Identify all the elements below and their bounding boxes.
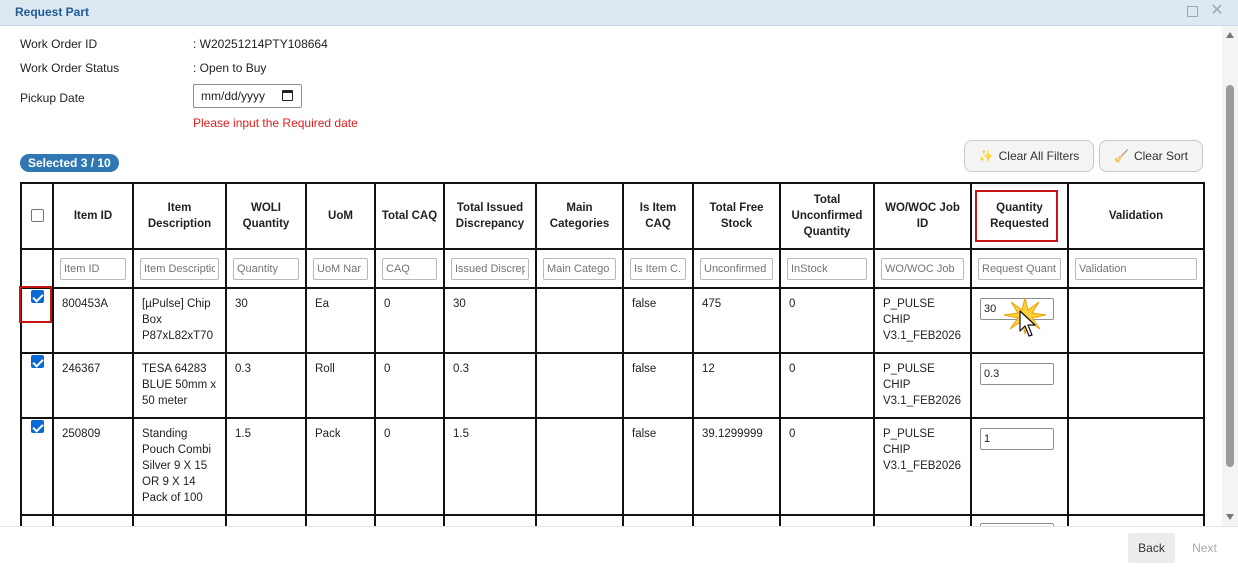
dialog-content (0, 26, 1222, 526)
partial-cell (21, 515, 53, 526)
parts-table (20, 182, 1205, 526)
select-all-cell (21, 183, 53, 249)
header-woli-quantity[interactable]: WOLI Quantity (226, 183, 306, 249)
cell-item-id: 800453A (53, 288, 133, 353)
cell-is-item-caq: false (623, 353, 693, 418)
filter-quantity-requested[interactable] (978, 258, 1061, 280)
select-all-checkbox[interactable] (31, 209, 44, 222)
scroll-up-arrow-icon[interactable] (1226, 32, 1234, 38)
filter-validation[interactable] (1075, 258, 1197, 280)
pickup-date-error: Please input the Required date (193, 116, 358, 130)
maximize-icon[interactable] (1185, 4, 1199, 18)
header-quantity-requested[interactable]: Quantity Requested (971, 183, 1068, 249)
calendar-icon[interactable] (282, 90, 293, 101)
header-uom[interactable]: UoM (306, 183, 375, 249)
cell-total-caq: 0 (375, 418, 444, 515)
header-total-issued-discrepancy[interactable]: Total Issued Discrepancy (444, 183, 536, 249)
cell-is-item-caq: false (623, 418, 693, 515)
cell-is-item-caq: false (623, 288, 693, 353)
table-row[interactable] (21, 418, 1204, 515)
next-button[interactable]: Next (1192, 541, 1217, 555)
cell-main-categories (536, 418, 623, 515)
header-main-categories[interactable]: Main Categories (536, 183, 623, 249)
row-checkbox[interactable] (31, 290, 44, 303)
back-button[interactable]: Back (1128, 533, 1175, 563)
table-header-row (21, 183, 1204, 249)
cell-woli-quantity: 30 (226, 288, 306, 353)
cell-uom: Ea (306, 288, 375, 353)
header-total-caq[interactable]: Total CAQ (375, 183, 444, 249)
filter-uom[interactable] (313, 258, 368, 280)
filter-job-id[interactable] (881, 258, 964, 280)
filter-item-id[interactable] (60, 258, 126, 280)
header-item-description[interactable]: Item Description (133, 183, 226, 249)
cell-quantity-requested (971, 515, 1068, 526)
cell-unconfirmed-quantity: 0 (780, 418, 874, 515)
cell-item-id: 246367 (53, 353, 133, 418)
cell-quantity-requested (971, 418, 1068, 515)
dialog-titlebar (0, 0, 1238, 26)
pickup-date-placeholder: mm/dd/yyyy (201, 89, 266, 103)
close-icon[interactable]: ✕ (1210, 2, 1224, 19)
work-order-status-label: Work Order Status (20, 61, 120, 75)
clear-sort-button[interactable] (1099, 140, 1203, 172)
header-total-unconfirmed-quantity[interactable]: Total Unconfirmed Quantity (780, 183, 874, 249)
cell-job-id: P_PULSE CHIP V3.1_FEB2026 (874, 353, 971, 418)
mouse-cursor-icon (1019, 310, 1037, 338)
cell-issued-discrepancy: 30 (444, 288, 536, 353)
filter-is-item-caq[interactable] (630, 258, 686, 280)
scrollbar-thumb[interactable] (1226, 85, 1234, 467)
clear-sort-label: Clear Sort (1133, 149, 1188, 163)
cell-main-categories (536, 288, 623, 353)
cell-validation (1068, 353, 1204, 418)
cell-woli-quantity: 0.3 (226, 353, 306, 418)
filter-issued-discrepancy[interactable] (451, 258, 529, 280)
pickup-date-label: Pickup Date (20, 91, 85, 105)
dialog-footer (0, 526, 1238, 567)
cell-item-description: Standing Pouch Combi Silver 9 X 15 OR 9 X 14 Pack of 100 (133, 418, 226, 515)
quantity-requested-input[interactable] (980, 363, 1054, 385)
cell-issued-discrepancy: 1.5 (444, 418, 536, 515)
cell-free-stock: 475 (693, 288, 780, 353)
clear-all-filters-button[interactable] (964, 140, 1094, 172)
filter-spacer (21, 249, 53, 288)
cell-validation (1068, 418, 1204, 515)
selected-count-badge: Selected 3 / 10 (20, 154, 119, 172)
vertical-scrollbar[interactable] (1222, 26, 1238, 526)
cell-total-caq: 0 (375, 353, 444, 418)
row-checkbox[interactable] (31, 420, 44, 433)
filter-main-categories[interactable] (543, 258, 616, 280)
header-validation[interactable]: Validation (1068, 183, 1204, 249)
clear-all-filters-label: Clear All Filters (998, 149, 1080, 163)
cell-uom: Pack (306, 418, 375, 515)
cell-woli-quantity: 1.5 (226, 418, 306, 515)
row-checkbox[interactable] (31, 355, 44, 368)
cell-main-categories (536, 353, 623, 418)
filter-row (21, 249, 1204, 288)
cell-free-stock: 39.1299999 (693, 418, 780, 515)
header-is-item-caq[interactable]: Is Item CAQ (623, 183, 693, 249)
work-order-id-label: Work Order ID (20, 37, 98, 51)
header-job-id[interactable]: WO/WOC Job ID (874, 183, 971, 249)
quantity-requested-input[interactable] (980, 428, 1054, 450)
cell-item-description: TESA 64283 BLUE 50mm x 50 meter (133, 353, 226, 418)
work-order-status-value: : Open to Buy (193, 61, 267, 75)
filter-unconfirmed-quantity[interactable] (787, 258, 867, 280)
cell-free-stock: 12 (693, 353, 780, 418)
row-select-cell (21, 353, 53, 418)
cell-unconfirmed-quantity: 0 (780, 288, 874, 353)
cell-unconfirmed-quantity: 0 (780, 353, 874, 418)
dialog-title: Request Part (15, 5, 90, 19)
table-row[interactable] (21, 353, 1204, 418)
cell-validation (1068, 288, 1204, 353)
table-row-partial[interactable] (21, 515, 1204, 526)
header-total-free-stock[interactable]: Total Free Stock (693, 183, 780, 249)
scroll-down-arrow-icon[interactable] (1226, 514, 1234, 520)
cell-item-id: 250809 (53, 418, 133, 515)
cell-job-id: P_PULSE CHIP V3.1_FEB2026 (874, 288, 971, 353)
row-select-cell (21, 418, 53, 515)
cell-uom: Roll (306, 353, 375, 418)
sparkle-icon: ✨ (978, 149, 994, 163)
row-select-cell (21, 288, 53, 353)
header-item-id[interactable]: Item ID (53, 183, 133, 249)
broom-icon: 🧹 (1114, 149, 1129, 163)
work-order-id-value: : W20251214PTY108664 (193, 37, 328, 51)
filter-total-caq[interactable] (382, 258, 437, 280)
cell-quantity-requested (971, 353, 1068, 418)
filter-woli-quantity[interactable] (233, 258, 299, 280)
cell-item-description: [µPulse] Chip Box P87xL82xT70 (133, 288, 226, 353)
pickup-date-input[interactable] (193, 84, 302, 108)
cell-job-id: P_PULSE CHIP V3.1_FEB2026 (874, 418, 971, 515)
filter-item-description[interactable] (140, 258, 219, 280)
cell-issued-discrepancy: 0.3 (444, 353, 536, 418)
filter-free-stock[interactable] (700, 258, 773, 280)
cell-total-caq: 0 (375, 288, 444, 353)
